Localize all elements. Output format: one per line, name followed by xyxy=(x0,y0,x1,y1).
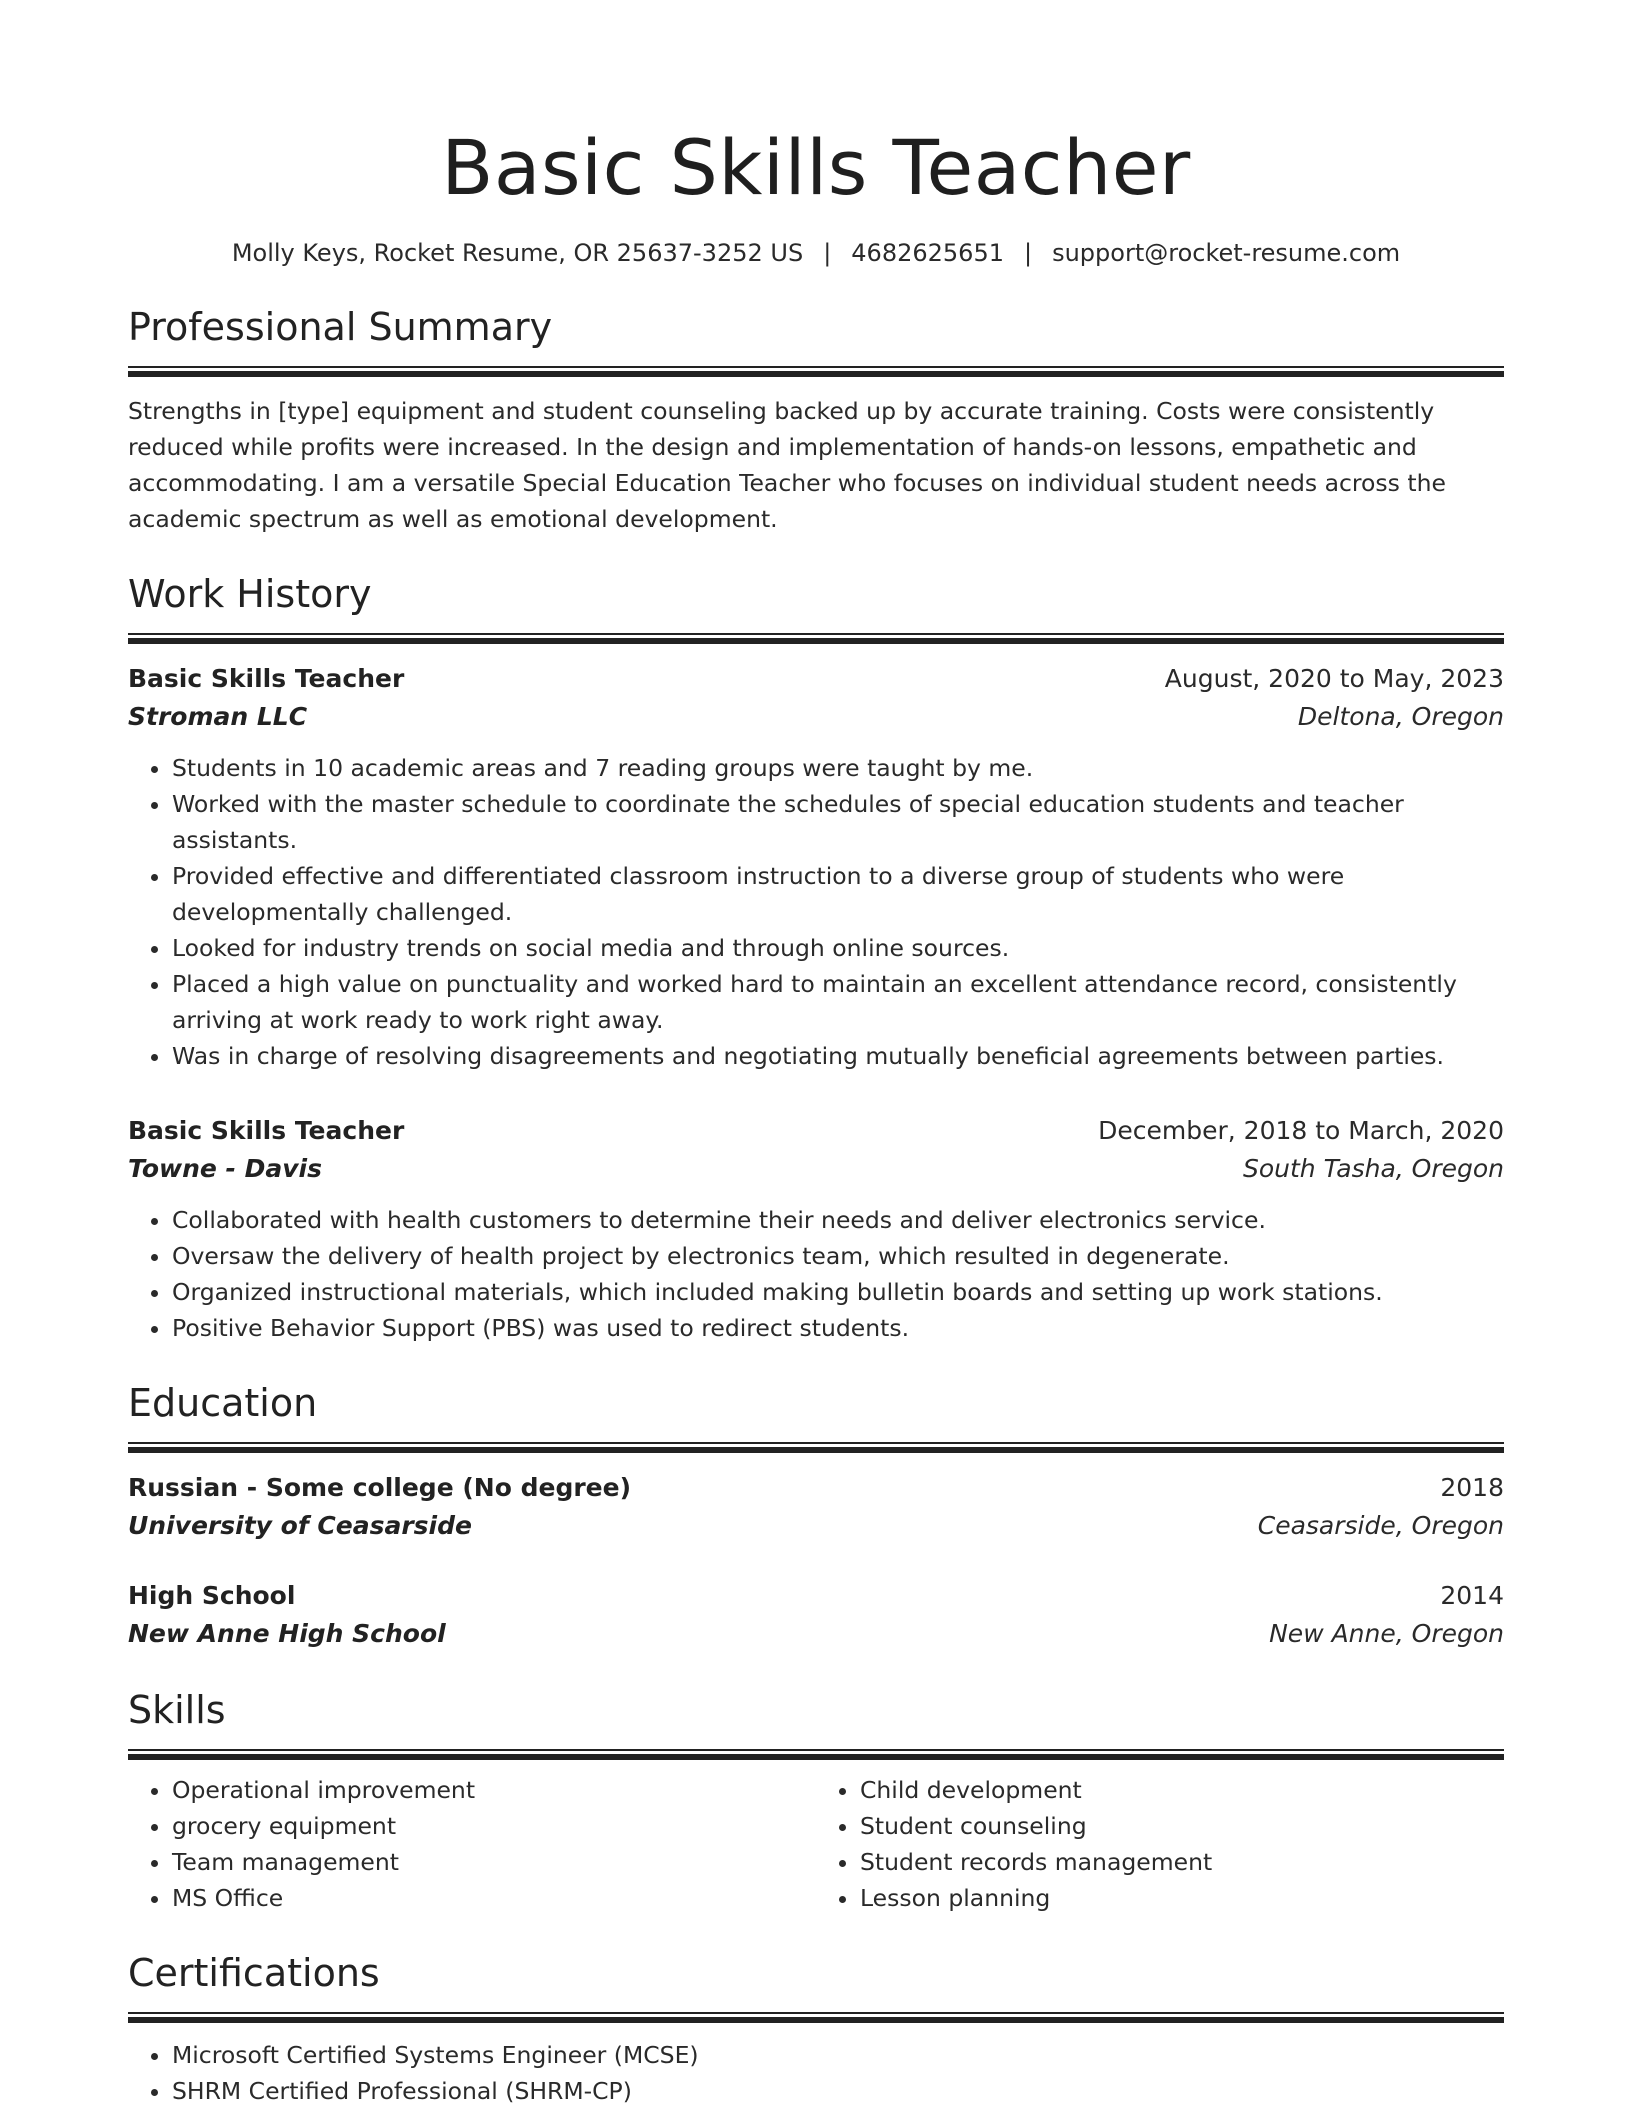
job-company-row xyxy=(128,1150,1504,1188)
job-header-row xyxy=(128,660,1504,698)
skill-item: • grocery equipment xyxy=(172,1808,816,1844)
job-company: Stroman LLC xyxy=(128,702,308,731)
section-title-summary: Professional Summary xyxy=(128,305,553,349)
summary-section xyxy=(128,304,1504,537)
education-header-row xyxy=(128,1469,1504,1507)
section-divider xyxy=(128,2012,1504,2023)
education-section xyxy=(128,1380,1504,1653)
job-location: South Tasha, Oregon xyxy=(1243,1154,1504,1183)
education-entry xyxy=(128,1577,1504,1653)
list-item: • Oversaw the delivery of health project by electronics team, which resulted in degenerate. xyxy=(172,1238,1504,1274)
section-divider xyxy=(128,1749,1504,1760)
certifications-list xyxy=(128,2037,1504,2109)
contact-separator: | xyxy=(1023,239,1033,267)
skills-grid xyxy=(128,1772,1504,1916)
list-item: • Worked with the master schedule to coordinate the schedules of special education students and teacher assistants. xyxy=(172,786,1504,858)
list-item: • Was in charge of resolving disagreements and negotiating mutually beneficial agreements between parties. xyxy=(172,1038,1504,1074)
contact-address: Molly Keys, Rocket Resume, OR 25637-3252 US xyxy=(231,239,804,267)
resume-name: Basic Skills Teacher xyxy=(441,123,1191,212)
list-item: • Looked for industry trends on social media and through online sources. xyxy=(172,930,1504,966)
contact-email: support@rocket-resume.com xyxy=(1052,239,1401,267)
job-entry xyxy=(128,1112,1504,1346)
job-duties-list xyxy=(128,750,1504,1074)
job-entry xyxy=(128,660,1504,1074)
section-title-certifications: Certifications xyxy=(128,1951,380,1995)
education-school-row xyxy=(128,1507,1504,1545)
education-year: 2014 xyxy=(1440,1581,1504,1610)
job-title: Basic Skills Teacher xyxy=(128,1116,405,1145)
skill-item: • Child development xyxy=(860,1772,1504,1808)
skill-item: • Lesson planning xyxy=(860,1880,1504,1916)
education-header-row xyxy=(128,1577,1504,1615)
section-divider xyxy=(128,1442,1504,1453)
job-header-row xyxy=(128,1112,1504,1150)
skills-list-right xyxy=(816,1772,1504,1916)
contact-line xyxy=(128,236,1504,270)
job-title: Basic Skills Teacher xyxy=(128,664,405,693)
education-location: New Anne, Oregon xyxy=(1269,1619,1504,1648)
skill-item: • Operational improvement xyxy=(172,1772,816,1808)
section-title-skills: Skills xyxy=(128,1688,226,1732)
education-location: Ceasarside, Oregon xyxy=(1257,1511,1504,1540)
skill-item: • Student counseling xyxy=(860,1808,1504,1844)
education-year: 2018 xyxy=(1440,1473,1504,1502)
contact-phone: 4682625651 xyxy=(851,239,1004,267)
skill-item: • MS Office xyxy=(172,1880,816,1916)
section-divider xyxy=(128,633,1504,644)
list-item: • Students in 10 academic areas and 7 reading groups were taught by me. xyxy=(172,750,1504,786)
certifications-section xyxy=(128,1950,1504,2109)
job-dates: December, 2018 to March, 2020 xyxy=(1098,1116,1504,1145)
skills-list-left xyxy=(128,1772,816,1916)
summary-text: Strengths in [type] equipment and student counseling backed up by accurate training. Costs were consistently reduced while profits were increased. In the design and implementation of hands-on lessons, empathetic and accommodating. I am a versatile Special Education Teacher who focuses on individual student needs across the academic spectrum as well as emotional development. xyxy=(128,397,1446,533)
job-location: Deltona, Oregon xyxy=(1297,702,1504,731)
section-title-education: Education xyxy=(128,1381,318,1425)
section-title-work-history: Work History xyxy=(128,572,372,616)
list-item: • Collaborated with health customers to determine their needs and deliver electronics service. xyxy=(172,1202,1504,1238)
skills-section xyxy=(128,1687,1504,1916)
list-item: • Organized instructional materials, which included making bulletin boards and setting up work stations. xyxy=(172,1274,1504,1310)
job-company: Towne - Davis xyxy=(128,1154,323,1183)
skill-item: • Student records management xyxy=(860,1844,1504,1880)
certification-item: • Microsoft Certified Systems Engineer (MCSE) xyxy=(172,2037,1504,2073)
education-degree: High School xyxy=(128,1581,296,1610)
certification-item: • SHRM Certified Professional (SHRM-CP) xyxy=(172,2073,1504,2109)
list-item: • Provided effective and differentiated classroom instruction to a diverse group of students who were developmentally challenged. xyxy=(172,858,1504,930)
job-company-row xyxy=(128,698,1504,736)
skill-item: • Team management xyxy=(172,1844,816,1880)
job-duties-list xyxy=(128,1202,1504,1346)
education-school: University of Ceasarside xyxy=(128,1511,472,1540)
section-divider xyxy=(128,366,1504,377)
job-dates: August, 2020 to May, 2023 xyxy=(1164,664,1504,693)
contact-separator: | xyxy=(823,239,832,267)
education-degree: Russian - Some college (No degree) xyxy=(128,1473,632,1502)
work-history-section xyxy=(128,571,1504,1346)
education-school: New Anne High School xyxy=(128,1619,446,1648)
list-item: • Positive Behavior Support (PBS) was used to redirect students. xyxy=(172,1310,1504,1346)
education-entry xyxy=(128,1469,1504,1545)
education-school-row xyxy=(128,1615,1504,1653)
list-item: • Placed a high value on punctuality and worked hard to maintain an excellent attendance record, consistently arriving at work ready to work right away. xyxy=(172,966,1504,1038)
